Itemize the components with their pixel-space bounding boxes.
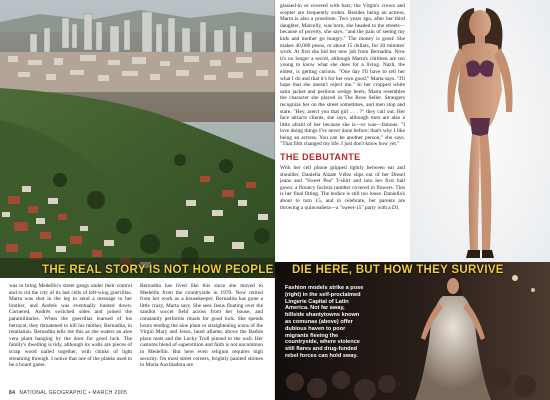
body-text: was to bring Medellín's street gangs under their control and to rid the city of its last cells of left-wing guerrillas. Marta was shot in the leg to send a message to her brother, and Andrés was eventually hunted down. Cornered, Andrés switched sides and joined the paramilitaries. When the guerrillas learned of his betrayal, they threatened to kill his mother, Bernadita, in retaliation. Bernadita tells me this as she waters an aloe vera plant hanging by the door for good luck. The family's dwelling is tidy, although its walls are pieces of scrap wood nailed together, with chinks of light streaming through. I notice that one of the planks used to be a board game. [9,283,132,369]
city-hillside-photo [0,0,275,278]
body-column-left-2 [140,283,263,386]
body-column-right [280,3,405,257]
body-text: glassed-in or covered with bars; the Virgin's crown and scepter are frequently stolen. Besides being an actress, Marta is also a prostitute. Two years ago, after her third daughter, Marcelly, was born, she headed to the streets—because of poverty, she says, "and the pain of seeing my kids and mother go hungry." The money is good: She makes 40,000 pesos, or about 15 dollars, for 20 minutes' work. At first she hid her new job from Bernadita. Now it's no longer a secret, although Marta's children are too young to know what she does for a living. Nazli, the eldest, is getting curious. "One day I'll have to tell her what I do and that it's for her own good," Marta says. "I'll hope that she doesn't reject me." In her cropped white satin jacket and perilous wedge heels, Marta resembles the character she played in The Rose Seller. Strangers recognize her on the street sometimes, and men stop and stare. "Hey, aren't you that girl . . . ?" they call out. Her face attracts clients, she says, although men are also a little afraid of her because she is—or was—famous. "I love doing things I've never done before; that's why I like being an actress. You can be another person," she says. "That film changed my life. I just don't know how yet." [280,3,405,148]
headline-right: DIE HERE, BUT HOW THEY SURVIVE [292,264,504,276]
section-subhead: THE DEBUTANTE [280,152,361,163]
model-illustration [410,0,550,262]
body-text: Bernadita has lived like this since she moved to Medellín from the countryside in 1970. Now retired from her work as a housekeeper, Bernadita has gone a little crazy, Marta says. She sees Jesus floating over the sandlot soccer field across from her house, and constantly performs rituals for good luck. She spends hours tending the aloe plant or straightening icons of the Virgin Mary and Jesus, heart aflame, above the Barbie place mats and the Lucky Troll pinned to the wall. Her customs blend of superstition and faith is not uncommon in Medellín. But here even religion requires high security. On most street corners, brightly painted shrines to María Auxiliadora are [140,283,263,369]
page-gutter [274,0,276,400]
body-text: With her cell phone gripped tightly between ear and shoulder, Daniella Alzate Vélez slips out of her Diesel jeans and "Sweet Pea" T-shirt and into her first ball gown: a flouncy fuchsia number covered in flowers. This is her final fitting. The bodice is still too loose. Daniella's about to turn 15, and to celebrate, her parents are throwing a quinceañera—a "sweet-15" party with a DJ, [280,165,405,211]
fashion-model-photo [410,0,550,262]
headline-left: THE REAL STORY IS NOT HOW PEOPLE [42,264,274,276]
comuna-photo-illustration [0,0,275,278]
spread-headline [0,262,550,282]
folio-text: NATIONAL GEOGRAPHIC • MARCH 2005 [19,390,128,396]
page-folio [9,390,127,396]
photo-caption: Fashion models strike a pose (right) in the self-proclaimed Lingerie Capital of Latin America. Not far away, hillside shantytowns known as comunas (above) offer dubious haven to poor migrants fleeing the countryside, where violence still flares and drug-funded rebel forces can hold sway. [285,285,364,359]
body-column-left-1 [9,283,132,386]
page-number: 84 [9,390,16,396]
